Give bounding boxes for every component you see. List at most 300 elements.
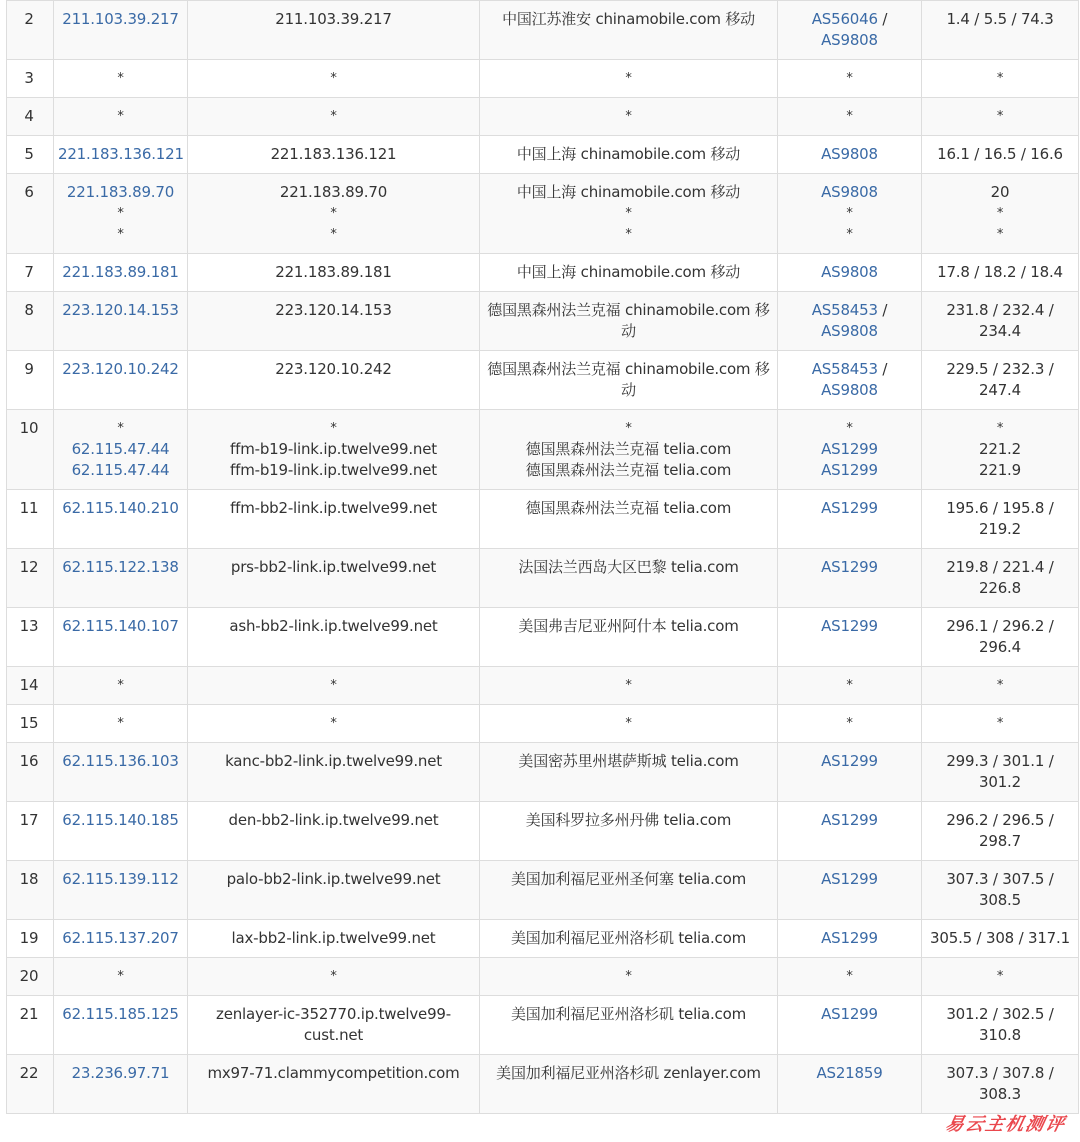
table-row bbox=[7, 743, 1079, 802]
latency-cell bbox=[922, 410, 1079, 490]
hop-number-text: 11 bbox=[19, 499, 39, 517]
traceroute-table-container bbox=[6, 0, 1078, 1114]
ip-cell bbox=[54, 608, 188, 667]
table-row bbox=[7, 920, 1079, 958]
table-row bbox=[7, 958, 1079, 996]
hop-number bbox=[7, 174, 54, 254]
as-link[interactable]: AS1299 bbox=[821, 929, 878, 947]
ip-link[interactable]: 211.103.39.217 bbox=[62, 10, 179, 28]
table-row bbox=[7, 254, 1079, 292]
latency-cell bbox=[922, 351, 1079, 410]
hop-number-text: 22 bbox=[19, 1064, 39, 1082]
ip-cell bbox=[54, 1055, 188, 1114]
as-link[interactable]: AS1299 bbox=[821, 752, 878, 770]
location-cell-text: 中国上海 chinamobile.com 移动 bbox=[516, 263, 741, 281]
latency-cell bbox=[922, 705, 1079, 743]
hostname-cell-text: 223.120.10.242 bbox=[275, 360, 392, 378]
latency-cell-text: 299.3 / 301.1 / 301.2 bbox=[946, 752, 1054, 791]
hostname-cell bbox=[188, 996, 480, 1055]
timeout-marker: * bbox=[996, 969, 1004, 984]
as-link[interactable]: AS1299 bbox=[821, 558, 878, 576]
timeout-marker: * bbox=[625, 421, 632, 436]
as-link[interactable]: AS9808 bbox=[821, 31, 878, 49]
latency-cell-text: 231.8 / 232.4 / 234.4 bbox=[946, 301, 1054, 340]
ip-cell bbox=[54, 410, 188, 490]
ip-link[interactable]: 62.115.122.138 bbox=[62, 558, 179, 576]
hostname-cell-text: 221.183.136.121 bbox=[270, 145, 397, 163]
ip-cell bbox=[54, 351, 188, 410]
table-row bbox=[7, 136, 1079, 174]
timeout-marker: * bbox=[625, 71, 632, 86]
latency-cell bbox=[922, 60, 1079, 98]
location-cell bbox=[480, 549, 778, 608]
as-cell bbox=[778, 410, 922, 490]
latency-cell-text: 20 bbox=[990, 183, 1010, 201]
watermark: 易云主机测评 bbox=[943, 1114, 1068, 1135]
as-link[interactable]: AS58453 bbox=[811, 360, 878, 378]
ip-link[interactable]: 23.236.97.71 bbox=[71, 1064, 170, 1082]
ip-cell bbox=[54, 549, 188, 608]
as-cell bbox=[778, 136, 922, 174]
as-link[interactable]: AS58453 bbox=[811, 301, 878, 319]
ip-cell bbox=[54, 174, 188, 254]
ip-cell bbox=[54, 1, 188, 60]
ip-cell bbox=[54, 490, 188, 549]
table-row bbox=[7, 705, 1079, 743]
location-cell bbox=[480, 410, 778, 490]
as-link[interactable]: AS1299 bbox=[821, 870, 878, 888]
location-cell bbox=[480, 920, 778, 958]
hostname-cell bbox=[188, 1055, 480, 1114]
as-link[interactable]: AS56046 bbox=[811, 10, 878, 28]
location-cell-text: 法国法兰西岛大区巴黎 telia.com bbox=[518, 558, 739, 576]
latency-cell-text: 16.1 / 16.5 / 16.6 bbox=[937, 145, 1063, 163]
ip-link[interactable]: 62.115.137.207 bbox=[62, 929, 179, 947]
timeout-marker: * bbox=[117, 969, 124, 984]
latency-cell-text: 296.1 / 296.2 / 296.4 bbox=[946, 617, 1054, 656]
hop-number-text: 5 bbox=[24, 145, 34, 163]
location-cell-text: 德国黑森州法兰克福 telia.com bbox=[525, 461, 732, 479]
ip-link[interactable]: 62.115.47.44 bbox=[71, 440, 170, 458]
as-cell bbox=[778, 254, 922, 292]
table-row bbox=[7, 667, 1079, 705]
table-row bbox=[7, 802, 1079, 861]
timeout-marker: * bbox=[846, 109, 853, 124]
hop-number bbox=[7, 1055, 54, 1114]
hop-number bbox=[7, 958, 54, 996]
ip-cell bbox=[54, 743, 188, 802]
as-cell bbox=[778, 667, 922, 705]
hostname-cell-text: den-bb2-link.ip.twelve99.net bbox=[228, 811, 439, 829]
as-cell bbox=[778, 996, 922, 1055]
hostname-cell bbox=[188, 958, 480, 996]
location-cell-text: 德国黑森州法兰克福 chinamobile.com 移动 bbox=[487, 360, 770, 399]
latency-cell-text: 219.8 / 221.4 / 226.8 bbox=[946, 558, 1054, 597]
ip-cell bbox=[54, 292, 188, 351]
as-link[interactable]: AS9808 bbox=[821, 263, 878, 281]
latency-cell bbox=[922, 743, 1079, 802]
hostname-cell-text: 221.183.89.181 bbox=[275, 263, 392, 281]
latency-cell bbox=[922, 549, 1079, 608]
as-cell bbox=[778, 1055, 922, 1114]
location-cell-text: 美国弗吉尼亚州阿什本 telia.com bbox=[518, 617, 739, 635]
hop-number bbox=[7, 490, 54, 549]
ip-cell bbox=[54, 802, 188, 861]
hop-number bbox=[7, 98, 54, 136]
timeout-marker: * bbox=[117, 678, 124, 693]
as-link[interactable]: AS21859 bbox=[816, 1064, 883, 1082]
latency-cell-text: 296.2 / 296.5 / 298.7 bbox=[946, 811, 1054, 850]
location-cell-text: 美国科罗拉多州丹佛 telia.com bbox=[525, 811, 732, 829]
as-link[interactable]: AS9808 bbox=[821, 145, 878, 163]
timeout-marker: * bbox=[330, 206, 337, 221]
timeout-marker: * bbox=[996, 109, 1004, 124]
hostname-cell-text: ffm-bb2-link.ip.twelve99.net bbox=[230, 499, 437, 517]
as-link[interactable]: AS1299 bbox=[821, 499, 878, 517]
timeout-marker: * bbox=[117, 71, 124, 86]
location-cell bbox=[480, 958, 778, 996]
latency-cell bbox=[922, 920, 1079, 958]
timeout-marker: * bbox=[330, 969, 337, 984]
hostname-cell-text: ffm-b19-link.ip.twelve99.net bbox=[230, 461, 437, 479]
hop-number-text: 9 bbox=[24, 360, 34, 378]
hop-number bbox=[7, 292, 54, 351]
as-pair: AS58453 / AS9808 bbox=[811, 301, 888, 340]
latency-cell-text: 307.3 / 307.8 / 308.3 bbox=[946, 1064, 1054, 1103]
table-row bbox=[7, 98, 1079, 136]
hostname-cell bbox=[188, 743, 480, 802]
hostname-cell bbox=[188, 861, 480, 920]
timeout-marker: * bbox=[625, 109, 632, 124]
timeout-marker: * bbox=[846, 71, 853, 86]
as-cell bbox=[778, 98, 922, 136]
hostname-cell bbox=[188, 705, 480, 743]
table-row bbox=[7, 1055, 1079, 1114]
timeout-marker: * bbox=[625, 716, 632, 731]
hop-number-text: 18 bbox=[19, 870, 39, 888]
ip-link[interactable]: 221.183.89.181 bbox=[62, 263, 179, 281]
hop-number-text: 4 bbox=[24, 107, 34, 125]
latency-cell-text: 1.4 / 5.5 / 74.3 bbox=[946, 10, 1054, 28]
ip-link[interactable]: 62.115.140.210 bbox=[62, 499, 179, 517]
location-cell-text: 德国黑森州法兰克福 telia.com bbox=[525, 499, 732, 517]
timeout-marker: * bbox=[330, 71, 337, 86]
ip-link[interactable]: 62.115.185.125 bbox=[62, 1005, 179, 1023]
timeout-marker: * bbox=[330, 716, 337, 731]
hostname-cell bbox=[188, 136, 480, 174]
location-cell bbox=[480, 98, 778, 136]
hostname-cell bbox=[188, 802, 480, 861]
hop-number bbox=[7, 667, 54, 705]
latency-cell bbox=[922, 802, 1079, 861]
latency-cell-text: 195.6 / 195.8 / 219.2 bbox=[946, 499, 1054, 538]
hostname-cell-text: lax-bb2-link.ip.twelve99.net bbox=[231, 929, 436, 947]
timeout-marker: * bbox=[996, 716, 1004, 731]
timeout-marker: * bbox=[625, 227, 632, 242]
timeout-marker: * bbox=[330, 678, 337, 693]
latency-cell-text: 17.8 / 18.2 / 18.4 bbox=[937, 263, 1063, 281]
timeout-marker: * bbox=[117, 421, 124, 436]
hop-number bbox=[7, 1, 54, 60]
location-cell bbox=[480, 802, 778, 861]
table-row bbox=[7, 490, 1079, 549]
hop-number-text: 14 bbox=[19, 676, 39, 694]
hop-number bbox=[7, 861, 54, 920]
ip-cell bbox=[54, 667, 188, 705]
latency-cell bbox=[922, 1055, 1079, 1114]
hostname-cell-text: prs-bb2-link.ip.twelve99.net bbox=[230, 558, 437, 576]
ip-cell bbox=[54, 920, 188, 958]
location-cell-text: 美国加利福尼亚州洛杉矶 telia.com bbox=[510, 1005, 746, 1023]
hop-number bbox=[7, 608, 54, 667]
timeout-marker: * bbox=[330, 109, 337, 124]
hostname-cell-text: ffm-b19-link.ip.twelve99.net bbox=[230, 440, 437, 458]
location-cell-text: 美国加利福尼亚州洛杉矶 telia.com bbox=[510, 929, 746, 947]
table-row bbox=[7, 608, 1079, 667]
location-cell bbox=[480, 351, 778, 410]
ip-link[interactable]: 62.115.139.112 bbox=[62, 870, 179, 888]
hop-number-text: 13 bbox=[19, 617, 39, 635]
table-row bbox=[7, 861, 1079, 920]
as-cell bbox=[778, 705, 922, 743]
timeout-marker: * bbox=[996, 421, 1004, 436]
as-link[interactable]: AS9808 bbox=[821, 183, 878, 201]
as-link[interactable]: AS1299 bbox=[821, 461, 878, 479]
location-cell bbox=[480, 1, 778, 60]
location-cell-text: 美国密苏里州堪萨斯城 telia.com bbox=[518, 752, 739, 770]
hostname-cell-text: mx97-71.clammycompetition.com bbox=[207, 1064, 460, 1082]
location-cell-text: 德国黑森州法兰克福 chinamobile.com 移动 bbox=[487, 301, 770, 340]
hop-number-text: 10 bbox=[19, 419, 39, 437]
location-cell-text: 中国江苏淮安 chinamobile.com 移动 bbox=[502, 10, 755, 28]
location-cell bbox=[480, 667, 778, 705]
hop-number-text: 20 bbox=[19, 967, 39, 985]
ip-link[interactable]: 62.115.47.44 bbox=[71, 461, 170, 479]
timeout-marker: * bbox=[846, 969, 853, 984]
timeout-marker: * bbox=[846, 227, 853, 242]
ip-link[interactable]: 223.120.10.242 bbox=[62, 360, 179, 378]
as-cell bbox=[778, 861, 922, 920]
hostname-cell bbox=[188, 1, 480, 60]
ip-cell bbox=[54, 705, 188, 743]
timeout-marker: * bbox=[330, 227, 337, 242]
hop-number bbox=[7, 705, 54, 743]
timeout-marker: * bbox=[996, 678, 1004, 693]
latency-cell bbox=[922, 136, 1079, 174]
hop-number bbox=[7, 802, 54, 861]
hop-number bbox=[7, 410, 54, 490]
location-cell bbox=[480, 60, 778, 98]
hostname-cell-text: zenlayer-ic-352770.ip.twelve99-cust.net bbox=[216, 1005, 451, 1044]
as-link[interactable]: AS1299 bbox=[821, 617, 878, 635]
hop-number-text: 8 bbox=[24, 301, 34, 319]
location-cell bbox=[480, 490, 778, 549]
location-cell-text: 美国加利福尼亚州圣何塞 telia.com bbox=[510, 870, 746, 888]
timeout-marker: * bbox=[996, 206, 1004, 221]
timeout-marker: * bbox=[117, 109, 124, 124]
as-link[interactable]: AS1299 bbox=[821, 1005, 878, 1023]
as-cell bbox=[778, 1, 922, 60]
hostname-cell-text: 211.103.39.217 bbox=[275, 10, 392, 28]
ip-link[interactable]: 223.120.14.153 bbox=[62, 301, 179, 319]
hop-number-text: 19 bbox=[19, 929, 39, 947]
ip-cell bbox=[54, 136, 188, 174]
hop-number-text: 16 bbox=[19, 752, 39, 770]
location-cell-text: 中国上海 chinamobile.com 移动 bbox=[516, 145, 741, 163]
hostname-cell-text: 221.183.89.70 bbox=[279, 183, 388, 201]
as-pair: AS58453 / AS9808 bbox=[811, 360, 888, 399]
ip-cell bbox=[54, 60, 188, 98]
location-cell bbox=[480, 861, 778, 920]
location-cell-text: 中国上海 chinamobile.com 移动 bbox=[516, 183, 741, 201]
as-cell bbox=[778, 490, 922, 549]
ip-link[interactable]: 221.183.136.121 bbox=[58, 145, 184, 163]
latency-cell-text: 221.9 bbox=[979, 461, 1021, 479]
latency-cell bbox=[922, 254, 1079, 292]
as-link[interactable]: AS9808 bbox=[821, 381, 878, 399]
location-cell bbox=[480, 254, 778, 292]
hop-number-text: 6 bbox=[24, 183, 34, 201]
location-cell bbox=[480, 996, 778, 1055]
location-cell bbox=[480, 608, 778, 667]
hostname-cell bbox=[188, 98, 480, 136]
hostname-cell-text: 223.120.14.153 bbox=[275, 301, 392, 319]
timeout-marker: * bbox=[846, 421, 853, 436]
location-cell bbox=[480, 136, 778, 174]
ip-link[interactable]: 62.115.136.103 bbox=[62, 752, 179, 770]
as-cell bbox=[778, 958, 922, 996]
table-row bbox=[7, 410, 1079, 490]
table-row bbox=[7, 292, 1079, 351]
ip-link[interactable]: 62.115.140.107 bbox=[62, 617, 179, 635]
latency-cell bbox=[922, 292, 1079, 351]
latency-cell bbox=[922, 667, 1079, 705]
location-cell-text: 美国加利福尼亚州洛杉矶 zenlayer.com bbox=[496, 1064, 761, 1082]
latency-cell bbox=[922, 174, 1079, 254]
hop-number-text: 7 bbox=[24, 263, 34, 281]
latency-cell bbox=[922, 861, 1079, 920]
hostname-cell bbox=[188, 254, 480, 292]
timeout-marker: * bbox=[996, 71, 1004, 86]
timeout-marker: * bbox=[625, 678, 632, 693]
ip-cell bbox=[54, 861, 188, 920]
latency-cell-text: 229.5 / 232.3 / 247.4 bbox=[946, 360, 1054, 399]
traceroute-table bbox=[6, 0, 1079, 1114]
as-link[interactable]: AS1299 bbox=[821, 811, 878, 829]
ip-link[interactable]: 221.183.89.70 bbox=[66, 183, 175, 201]
hop-number-text: 17 bbox=[19, 811, 39, 829]
hop-number bbox=[7, 136, 54, 174]
hostname-cell-text: palo-bb2-link.ip.twelve99.net bbox=[226, 870, 441, 888]
hostname-cell-text: ash-bb2-link.ip.twelve99.net bbox=[229, 617, 438, 635]
as-link[interactable]: AS9808 bbox=[821, 322, 878, 340]
hop-number-text: 15 bbox=[19, 714, 39, 732]
timeout-marker: * bbox=[330, 421, 337, 436]
latency-cell bbox=[922, 490, 1079, 549]
as-pair: AS56046 / AS9808 bbox=[811, 10, 888, 49]
timeout-marker: * bbox=[996, 227, 1004, 242]
timeout-marker: * bbox=[846, 678, 853, 693]
as-cell bbox=[778, 920, 922, 958]
latency-cell bbox=[922, 1, 1079, 60]
latency-cell-text: 307.3 / 307.5 / 308.5 bbox=[946, 870, 1054, 909]
hostname-cell bbox=[188, 351, 480, 410]
hop-number bbox=[7, 743, 54, 802]
hostname-cell-text: kanc-bb2-link.ip.twelve99.net bbox=[225, 752, 442, 770]
latency-cell bbox=[922, 958, 1079, 996]
ip-link[interactable]: 62.115.140.185 bbox=[62, 811, 179, 829]
timeout-marker: * bbox=[846, 206, 853, 221]
location-cell bbox=[480, 743, 778, 802]
timeout-marker: * bbox=[117, 716, 124, 731]
table-row bbox=[7, 60, 1079, 98]
latency-cell bbox=[922, 98, 1079, 136]
location-cell bbox=[480, 1055, 778, 1114]
hostname-cell bbox=[188, 920, 480, 958]
hop-number bbox=[7, 60, 54, 98]
table-row bbox=[7, 1, 1079, 60]
hostname-cell bbox=[188, 667, 480, 705]
table-row bbox=[7, 996, 1079, 1055]
as-cell bbox=[778, 608, 922, 667]
as-cell bbox=[778, 549, 922, 608]
location-cell bbox=[480, 705, 778, 743]
timeout-marker: * bbox=[846, 716, 853, 731]
hop-number-text: 3 bbox=[24, 69, 34, 87]
timeout-marker: * bbox=[117, 206, 124, 221]
hop-number-text: 2 bbox=[24, 10, 34, 28]
as-cell bbox=[778, 174, 922, 254]
hostname-cell bbox=[188, 410, 480, 490]
table-row bbox=[7, 549, 1079, 608]
ip-cell bbox=[54, 98, 188, 136]
ip-cell bbox=[54, 996, 188, 1055]
location-cell bbox=[480, 292, 778, 351]
as-cell bbox=[778, 351, 922, 410]
latency-cell-text: 301.2 / 302.5 / 310.8 bbox=[946, 1005, 1054, 1044]
latency-cell-text: 221.2 bbox=[979, 440, 1021, 458]
hostname-cell bbox=[188, 60, 480, 98]
timeout-marker: * bbox=[117, 227, 124, 242]
as-link[interactable]: AS1299 bbox=[821, 440, 878, 458]
hop-number bbox=[7, 920, 54, 958]
hostname-cell bbox=[188, 174, 480, 254]
hop-number bbox=[7, 351, 54, 410]
timeout-marker: * bbox=[625, 969, 632, 984]
hostname-cell bbox=[188, 490, 480, 549]
as-cell bbox=[778, 802, 922, 861]
as-cell bbox=[778, 292, 922, 351]
latency-cell bbox=[922, 996, 1079, 1055]
hop-number bbox=[7, 996, 54, 1055]
table-row bbox=[7, 351, 1079, 410]
hop-number-text: 21 bbox=[19, 1005, 39, 1023]
hop-number bbox=[7, 254, 54, 292]
latency-cell bbox=[922, 608, 1079, 667]
hostname-cell bbox=[188, 549, 480, 608]
ip-cell bbox=[54, 958, 188, 996]
location-cell-text: 德国黑森州法兰克福 telia.com bbox=[525, 440, 732, 458]
ip-cell bbox=[54, 254, 188, 292]
hop-number-text: 12 bbox=[19, 558, 39, 576]
timeout-marker: * bbox=[625, 206, 632, 221]
hostname-cell bbox=[188, 292, 480, 351]
table-row bbox=[7, 174, 1079, 254]
as-cell bbox=[778, 60, 922, 98]
latency-cell-text: 305.5 / 308 / 317.1 bbox=[930, 929, 1070, 947]
hostname-cell bbox=[188, 608, 480, 667]
as-cell bbox=[778, 743, 922, 802]
